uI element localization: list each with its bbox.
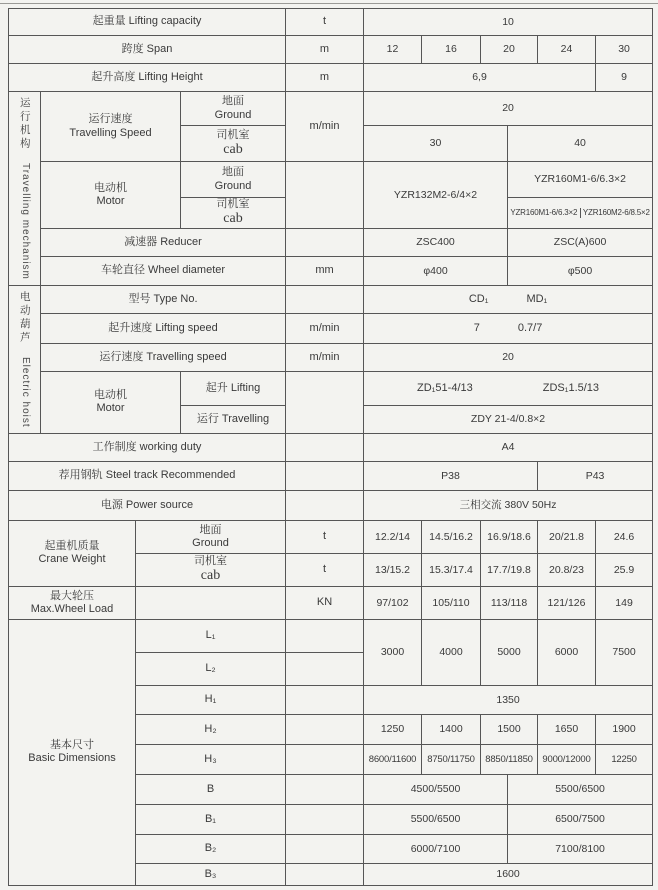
hoist-type-value: CD₁ xyxy=(468,292,489,305)
row-max-wheel-load xyxy=(9,586,653,619)
reducer-value: ZSC(A)600 xyxy=(508,228,653,256)
working-duty-label: 工作制度 working duty xyxy=(9,433,286,461)
row-travel-motor-ground xyxy=(9,162,653,198)
ground-sublabel: 地面 Ground xyxy=(181,92,286,126)
group-label-en: Travelling mechanism xyxy=(19,163,31,280)
hoist-travel-speed-value: 20 xyxy=(364,343,653,371)
wheel-diameter-label: 车轮直径 Wheel diameter xyxy=(41,256,286,285)
reducer-unit-empty xyxy=(286,228,364,256)
max-wheel-load-value: 149 xyxy=(596,586,653,619)
hoist-type-values xyxy=(364,285,653,313)
steel-track-unit-empty xyxy=(286,461,364,490)
travel-motor-unit-empty xyxy=(286,162,364,229)
max-wheel-load-value: 121/126 xyxy=(538,586,596,619)
cab-sublabel: 司机室 cab xyxy=(136,553,286,586)
span-value: 24 xyxy=(538,36,596,64)
hoist-lifting-speed-value: 7 xyxy=(473,321,480,334)
group-label-zh: 运行机构 xyxy=(18,97,31,152)
hoist-travel-speed-unit: m/min xyxy=(286,343,364,371)
steel-track-value: P43 xyxy=(538,461,653,490)
travel-speed-ground-value: 20 xyxy=(364,92,653,126)
reducer-value: ZSC400 xyxy=(364,228,508,256)
power-source-value: 三相交流 380V 50Hz xyxy=(364,490,653,520)
dim-H2-value: 1900 xyxy=(596,714,653,744)
cab-sublabel: 司机室 cab xyxy=(181,198,286,229)
travel-speed-label: 运行速度 Travelling Speed xyxy=(41,92,181,162)
dim-B-value: 4500/5500 xyxy=(364,774,508,804)
lifting-height-unit: m xyxy=(286,64,364,92)
row-hoist-travel-speed xyxy=(9,343,653,371)
cab-sublabel: 司机室 cab xyxy=(181,126,286,162)
crane-weight-label: 起重机质量 Crane Weight xyxy=(9,520,136,586)
crane-weight-cab-value: 25.9 xyxy=(596,553,653,586)
span-value: 30 xyxy=(596,36,653,64)
dim-B-value: 5500/6500 xyxy=(508,774,653,804)
crane-weight-ground-value: 14.5/16.2 xyxy=(422,520,481,553)
hoist-motor-lifting-values xyxy=(364,371,653,405)
hoist-type-unit-empty xyxy=(286,285,364,313)
steel-track-label: 荐用钢轨 Steel track Recommended xyxy=(9,461,286,490)
span-value: 16 xyxy=(422,36,481,64)
crane-weight-cab-value: 20.8/23 xyxy=(538,553,596,586)
power-source-unit-empty xyxy=(286,490,364,520)
row-wheel-diameter xyxy=(9,256,653,285)
working-duty-unit-empty xyxy=(286,433,364,461)
lifting-capacity-value: 10 xyxy=(364,9,653,36)
basic-dimensions-label: 基本尺寸 Basic Dimensions xyxy=(9,619,136,885)
ground-sublabel: 地面 Ground xyxy=(181,162,286,198)
lifting-height-label: 起升高度 Lifting Height xyxy=(9,64,286,92)
hoist-motor-travelling-value: ZDY 21-4/0.8×2 xyxy=(364,405,653,433)
lifting-height-main-value: 6,9 xyxy=(364,64,596,92)
wheel-diameter-unit: mm xyxy=(286,256,364,285)
dim-H2-value: 1400 xyxy=(422,714,481,744)
crane-weight-ground-value: 16.9/18.6 xyxy=(481,520,538,553)
working-duty-value: A4 xyxy=(364,433,653,461)
travel-motor-cab-value: YZR160M1-6/6.3×2 xyxy=(510,208,578,218)
dim-H2-value: 1500 xyxy=(481,714,538,744)
row-travel-speed-ground xyxy=(9,92,653,126)
travel-speed-unit: m/min xyxy=(286,92,364,162)
dim-H3-value: 12250 xyxy=(596,744,653,774)
dim-unit-empty xyxy=(286,652,364,685)
row-span xyxy=(9,36,653,64)
dim-B3-sublabel: B₃ xyxy=(136,863,286,885)
wheel-diameter-value: φ400 xyxy=(364,256,508,285)
dim-H3-value: 9000/12000 xyxy=(538,744,596,774)
span-value: 20 xyxy=(481,36,538,64)
dim-L-value: 5000 xyxy=(481,619,538,685)
row-lifting-height xyxy=(9,64,653,92)
dim-H2-value: 1250 xyxy=(364,714,422,744)
hoist-lifting-speed-value: 0.7/7 xyxy=(517,321,543,334)
dim-B2-value: 7100/8100 xyxy=(508,834,653,863)
dim-unit-empty xyxy=(286,619,364,652)
electric-hoist-group-label xyxy=(9,285,41,433)
crane-weight-cab-value: 17.7/19.8 xyxy=(481,553,538,586)
hoist-motor-lifting-sublabel: 起升 Lifting xyxy=(181,371,286,405)
dim-unit-empty xyxy=(286,714,364,744)
hoist-motor-label: 电动机 Motor xyxy=(41,371,181,433)
travel-motor-left-value: YZR132M2-6/4×2 xyxy=(364,162,508,229)
row-hoist-lifting-speed xyxy=(9,313,653,343)
row-hoist-motor-lifting xyxy=(9,371,653,405)
max-wheel-load-label: 最大轮压 Max.Wheel Load xyxy=(9,586,136,619)
hoist-travel-speed-label: 运行速度 Travelling speed xyxy=(41,343,286,371)
dim-H1-value: 1350 xyxy=(364,685,653,714)
row-steel-track xyxy=(9,461,653,490)
dim-unit-empty xyxy=(286,804,364,834)
crane-weight-ground-value: 24.6 xyxy=(596,520,653,553)
dim-B2-value: 6000/7100 xyxy=(364,834,508,863)
crane-spec-table xyxy=(8,8,653,886)
travel-motor-cab-right-values xyxy=(508,198,653,229)
max-wheel-load-unit: KN xyxy=(286,586,364,619)
travel-speed-cab-value: 30 xyxy=(364,126,508,162)
hoist-motor-lifting-value: ZD₁51-4/13 xyxy=(417,381,473,394)
travelling-mechanism-group-label xyxy=(9,92,41,286)
row-lifting-capacity xyxy=(9,9,653,36)
span-label: 跨度 Span xyxy=(9,36,286,64)
crane-weight-unit: t xyxy=(286,553,364,586)
hoist-motor-lifting-value: ZDS₁1.5/13 xyxy=(542,381,600,394)
dim-H3-value: 8600/11600 xyxy=(364,744,422,774)
dim-L1-sublabel: L₁ xyxy=(136,619,286,652)
crane-weight-unit: t xyxy=(286,520,364,553)
hoist-lifting-speed-label: 起升速度 Lifting speed xyxy=(41,313,286,343)
row-crane-weight-ground xyxy=(9,520,653,553)
row-power-source xyxy=(9,490,653,520)
dim-L-value: 3000 xyxy=(364,619,422,685)
dim-H3-value: 8850/11850 xyxy=(481,744,538,774)
dim-H3-value: 8750/11750 xyxy=(422,744,481,774)
dim-L-value: 6000 xyxy=(538,619,596,685)
row-dim-L1 xyxy=(9,619,653,652)
row-reducer xyxy=(9,228,653,256)
max-wheel-load-sublabel-empty xyxy=(136,586,286,619)
dim-B-sublabel: B xyxy=(136,774,286,804)
dim-unit-empty xyxy=(286,744,364,774)
dim-L-value: 4000 xyxy=(422,619,481,685)
dim-H2-sublabel: H₂ xyxy=(136,714,286,744)
dim-L-value: 7500 xyxy=(596,619,653,685)
crane-weight-cab-value: 13/15.2 xyxy=(364,553,422,586)
reducer-label: 减速器 Reducer xyxy=(41,228,286,256)
hoist-type-label: 型号 Type No. xyxy=(41,285,286,313)
dim-H2-value: 1650 xyxy=(538,714,596,744)
hoist-motor-travelling-sublabel: 运行 Travelling xyxy=(181,405,286,433)
lifting-capacity-label: 起重量 Lifting capacity xyxy=(9,9,286,36)
lifting-height-last-value: 9 xyxy=(596,64,653,92)
ground-sublabel: 地面 Ground xyxy=(136,520,286,553)
hoist-lifting-speed-values xyxy=(364,313,653,343)
dim-unit-empty xyxy=(286,774,364,804)
dim-B3-value: 1600 xyxy=(364,863,653,885)
travel-motor-cab-value: YZR160M2-6/8.5×2 xyxy=(580,208,653,218)
power-source-label: 电源 Power source xyxy=(9,490,286,520)
lifting-capacity-unit: t xyxy=(286,9,364,36)
hoist-motor-unit-empty xyxy=(286,371,364,433)
dim-unit-empty xyxy=(286,834,364,863)
dim-B1-value: 5500/6500 xyxy=(364,804,508,834)
dim-B1-sublabel: B₁ xyxy=(136,804,286,834)
group-label-en: Electric hoist xyxy=(19,357,31,428)
dim-unit-empty xyxy=(286,685,364,714)
span-value: 12 xyxy=(364,36,422,64)
hoist-type-value: MD₁ xyxy=(526,292,548,305)
crane-weight-ground-value: 12.2/14 xyxy=(364,520,422,553)
crane-weight-cab-value: 15.3/17.4 xyxy=(422,553,481,586)
dim-B1-value: 6500/7500 xyxy=(508,804,653,834)
dim-H3-sublabel: H₃ xyxy=(136,744,286,774)
max-wheel-load-value: 97/102 xyxy=(364,586,422,619)
travel-motor-label: 电动机 Motor xyxy=(41,162,181,229)
max-wheel-load-value: 105/110 xyxy=(422,586,481,619)
group-label-zh: 电动葫芦 xyxy=(18,291,31,346)
row-hoist-type xyxy=(9,285,653,313)
scan-edge-line xyxy=(0,3,658,4)
travel-motor-ground-right-value: YZR160M1-6/6.3×2 xyxy=(508,162,653,198)
row-working-duty xyxy=(9,433,653,461)
dim-L2-sublabel: L₂ xyxy=(136,652,286,685)
dim-B2-sublabel: B₂ xyxy=(136,834,286,863)
span-unit: m xyxy=(286,36,364,64)
max-wheel-load-value: 113/118 xyxy=(481,586,538,619)
steel-track-value: P38 xyxy=(364,461,538,490)
dim-unit-empty xyxy=(286,863,364,885)
crane-weight-ground-value: 20/21.8 xyxy=(538,520,596,553)
dim-H1-sublabel: H₁ xyxy=(136,685,286,714)
hoist-lifting-speed-unit: m/min xyxy=(286,313,364,343)
wheel-diameter-value: φ500 xyxy=(508,256,653,285)
travel-speed-cab-value: 40 xyxy=(508,126,653,162)
